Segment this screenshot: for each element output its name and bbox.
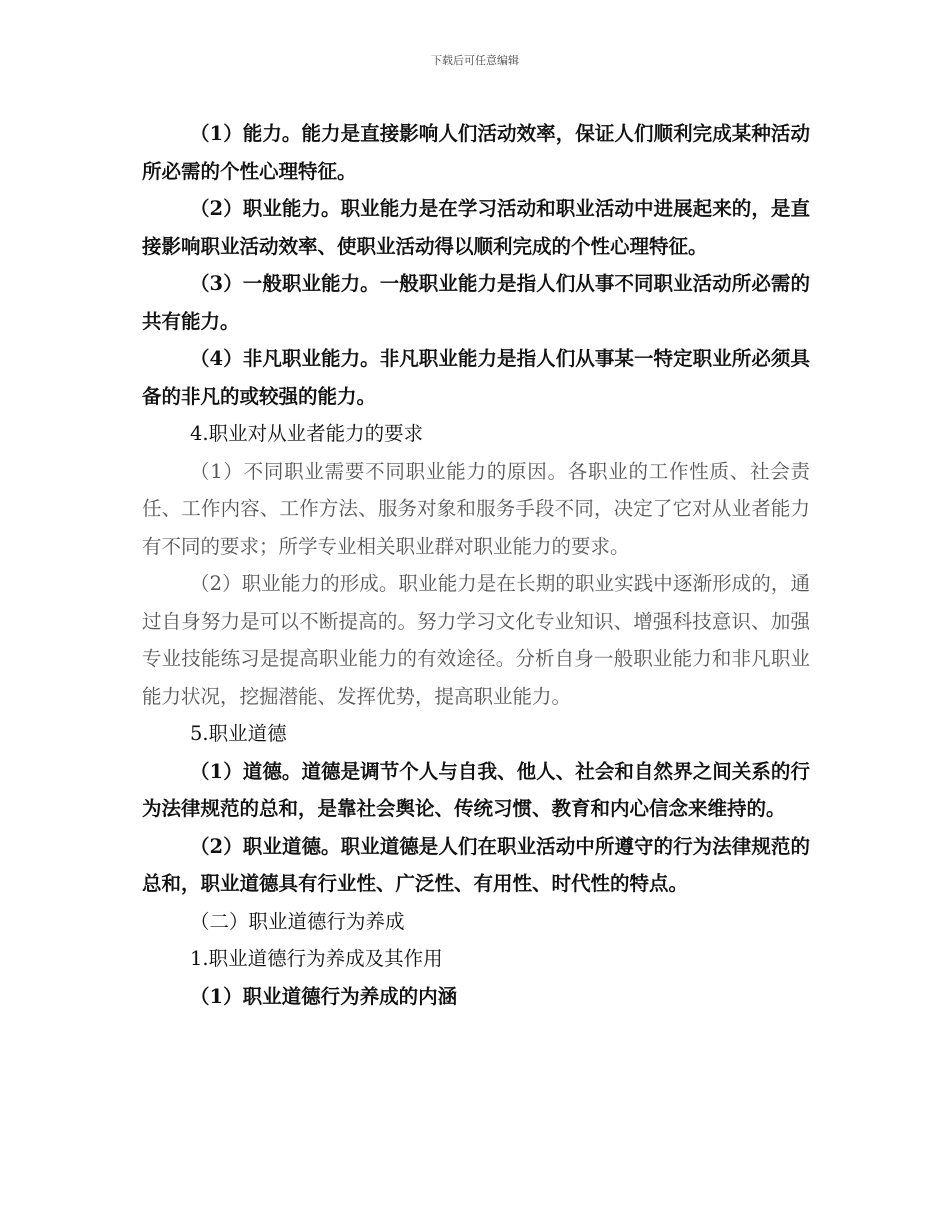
paragraph-general-ability: （3）一般职业能力。一般职业能力是指人们从事不同职业活动所必需的共有能力。 bbox=[142, 272, 810, 333]
paragraph-reasons: （1）不同职业需要不同职业能力的原因。各职业的工作性质、社会责任、工作内容、工作方法、服务对象和服务手段不同，决定了它对从业者能力有不同的要求；所学专业相关职业群对职业能力的要求。 bbox=[142, 459, 810, 558]
heading-5: 5.职业道德 bbox=[190, 722, 287, 745]
paragraph-professional-ethics: （2）职业道德。职业道德是人们在职业活动中所遵守的行为法律规范的总和，职业道德具有行业性、广泛性、有用性、时代性的特点。 bbox=[142, 834, 810, 895]
subheading-connotation: （1）职业道德行为养成的内涵 bbox=[190, 984, 458, 1008]
paragraph-ability: （1）能力。能力是直接影响人们活动效率，保证人们顺利完成某种活动所必需的个性心理特征。 bbox=[142, 122, 810, 183]
heading-section-2: （二）职业道德行为养成 bbox=[190, 909, 405, 933]
paragraph-special-ability: （4）非凡职业能力。非凡职业能力是指人们从事某一特定职业所必须具备的非凡的或较强的能力。 bbox=[142, 347, 810, 408]
paragraph-vocational-ability: （2）职业能力。职业能力是在学习活动和职业活动中进展起来的，是直接影响职业活动效率、使职业活动得以顺利完成的个性心理特征。 bbox=[142, 197, 810, 258]
heading-1: 1.职业道德行为养成及其作用 bbox=[190, 947, 443, 970]
paragraph-morality: （1）道德。道德是调节个人与自我、他人、社会和自然界之间关系的行为法律规范的总和，是靠社会舆论、传统习惯、教育和内心信念来维持的。 bbox=[142, 759, 810, 820]
paragraph-formation: （2）职业能力的形成。职业能力是在长期的职业实践中逐渐形成的，通过自身努力是可以不断提高的。努力学习文化专业知识、增强科技意识、加强专业技能练习是提高职业能力的有效途径。分析自身一般职业能力和非凡职业能力状况，挖掘潜能、发挥优势，提高职业能力。 bbox=[142, 572, 810, 708]
heading-4: 4.职业对从业者能力的要求 bbox=[190, 422, 424, 445]
page-header: 下载后可任意编辑 bbox=[431, 54, 519, 67]
document-body bbox=[142, 115, 810, 1015]
